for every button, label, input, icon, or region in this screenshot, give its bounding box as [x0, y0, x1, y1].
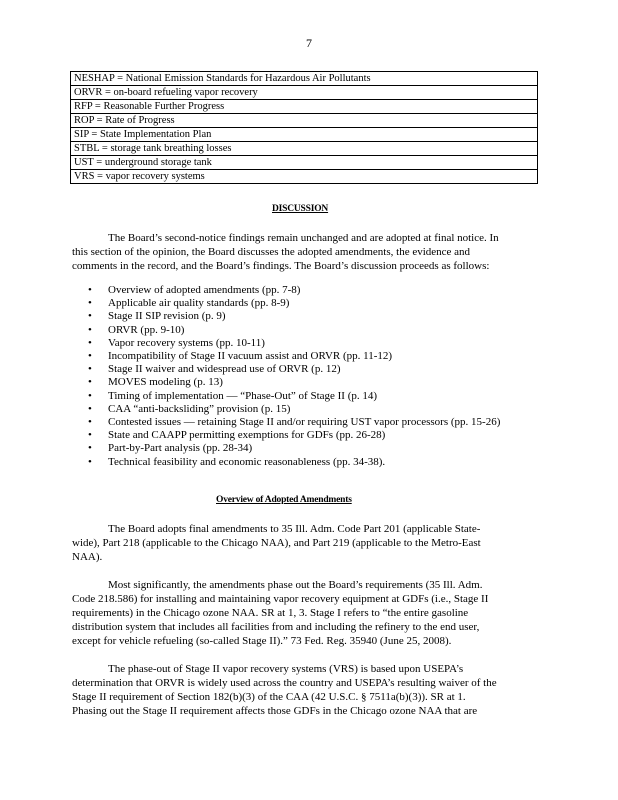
list-item: [88, 284, 500, 297]
paragraph-line: this section of the opinion, the Board discusses the adopted amendments, the evidence and: [72, 246, 471, 258]
abbreviation-row: VRS = vapor recovery systems: [71, 170, 538, 184]
list-item: [88, 376, 500, 389]
bullet-icon: •: [88, 323, 92, 336]
paragraph-line: except for vehicle refueling (so-called Stage II).” 73 Fed. Reg. 35940 (June 25, 2008).: [72, 635, 452, 647]
bullet-icon: •: [88, 442, 92, 455]
list-item-text: State and CAAPP permitting exemptions for GDFs (pp. 26-28): [108, 429, 386, 442]
list-item-text: Overview of adopted amendments (pp. 7-8): [108, 284, 301, 296]
list-item-text: Applicable air quality standards (pp. 8-9): [108, 297, 290, 310]
list-item-text: Technical feasibility and economic reasonableness (pp. 34-38).: [108, 455, 386, 468]
list-item-text: Contested issues — retaining Stage II and/or requiring UST vapor processors (pp. 15-26): [108, 416, 501, 429]
bullet-icon: •: [88, 402, 92, 415]
list-item-text: Incompatibility of Stage II vacuum assist and ORVR (pp. 11-12): [108, 350, 393, 363]
paragraph-line: Stage II requirement of Section 182(b)(3) of the CAA (42 U.S.C. § 7511a(b)(3)). SR at 1.: [72, 691, 466, 703]
list-item: [88, 337, 500, 350]
paragraph-line: Phasing out the Stage II requirement affects those GDFs in the Chicago ozone NAA that are: [72, 705, 478, 717]
bullet-icon: •: [88, 363, 92, 376]
abbreviation-row: SIP = State Implementation Plan: [71, 128, 538, 142]
list-item: [88, 416, 500, 429]
list-item: [88, 429, 500, 442]
abbreviation-row: NESHAP = National Emission Standards for Hazardous Air Pollutants: [71, 72, 538, 86]
paragraph-line: requirements) in the Chicago ozone NAA. SR at 1, 3. Stage I refers to “the entire gasoline: [72, 607, 469, 619]
bullet-icon: •: [88, 284, 92, 296]
paragraph-line: distribution system that includes all facilities from and including the refinery to the end user,: [72, 621, 480, 633]
list-item-text: Vapor recovery systems (pp. 10-11): [108, 336, 265, 349]
list-item-text: Stage II SIP revision (p. 9): [108, 310, 226, 323]
paragraph-line: The Board adopts final amendments to 35 Ill. Adm. Code Part 201 (applicable State-: [108, 523, 481, 535]
abbreviation-row: STBL = storage tank breathing losses: [71, 142, 538, 156]
abbreviation-row: UST = underground storage tank: [71, 156, 538, 170]
page-number: 7: [306, 36, 312, 50]
bullet-icon: •: [88, 336, 92, 349]
list-item-text: MOVES modeling (p. 13): [108, 376, 223, 389]
phase-out-paragraph: [72, 662, 538, 718]
bullet-icon: •: [88, 429, 92, 442]
list-item-text: CAA “anti-backsliding” provision (p. 15): [108, 402, 291, 415]
list-item-text: Timing of implementation — “Phase-Out” of Stage II (p. 14): [108, 389, 378, 402]
list-item: [88, 390, 500, 403]
list-item: [88, 324, 500, 337]
abbreviation-row: RFP = Reasonable Further Progress: [71, 100, 538, 114]
paragraph-line: NAA).: [72, 551, 103, 563]
list-item: [88, 403, 500, 416]
list-item-text: Part-by-Part analysis (pp. 28-34): [108, 442, 253, 455]
list-item-text: Stage II waiver and widespread use of ORVR (p. 12): [108, 363, 341, 376]
discussion-heading: DISCUSSION: [272, 204, 329, 214]
paragraph-line: wide), Part 218 (applicable to the Chicago NAA), and Part 219 (applicable to the Metro-East: [72, 537, 481, 549]
list-item: [88, 297, 500, 310]
bullet-icon: •: [88, 416, 92, 429]
bullet-icon: •: [88, 297, 92, 310]
bullet-icon: •: [88, 376, 92, 389]
paragraph-line: The phase-out of Stage II vapor recovery systems (VRS) is based upon USEPA’s: [108, 663, 464, 675]
adopted-amendments-paragraph: [72, 522, 538, 564]
list-item: [88, 350, 500, 363]
bullet-icon: •: [88, 455, 92, 468]
list-item: [88, 310, 500, 323]
list-item: [88, 456, 500, 469]
paragraph-line: comments in the record, and the Board’s findings. The Board’s discussion proceeds as follows:: [72, 260, 490, 272]
list-item: [88, 442, 500, 455]
paragraph-line: determination that ORVR is widely used across the country and USEPA’s resulting waiver of the: [72, 677, 497, 689]
paragraph-line: The Board’s second-notice findings remain unchanged and are adopted at final notice. In: [108, 232, 499, 244]
abbreviation-row: ROP = Rate of Progress: [71, 114, 538, 128]
overview-heading: Overview of Adopted Amendments: [216, 495, 352, 505]
significance-paragraph: [72, 578, 538, 648]
list-item: [88, 363, 500, 376]
abbreviation-table: [70, 71, 538, 184]
discussion-paragraph: [72, 231, 538, 273]
abbreviation-row: ORVR = on-board refueling vapor recovery: [71, 86, 538, 100]
list-item-text: ORVR (pp. 9-10): [108, 323, 185, 336]
paragraph-line: Most significantly, the amendments phase out the Board’s requirements (35 Ill. Adm.: [108, 579, 483, 591]
bullet-icon: •: [88, 389, 92, 402]
discussion-outline-list: [88, 284, 500, 469]
bullet-icon: •: [88, 310, 92, 323]
bullet-icon: •: [88, 350, 92, 363]
paragraph-line: Code 218.586) for installing and maintaining vapor recovery equipment at GDFs (i.e., Stage II: [72, 593, 489, 605]
